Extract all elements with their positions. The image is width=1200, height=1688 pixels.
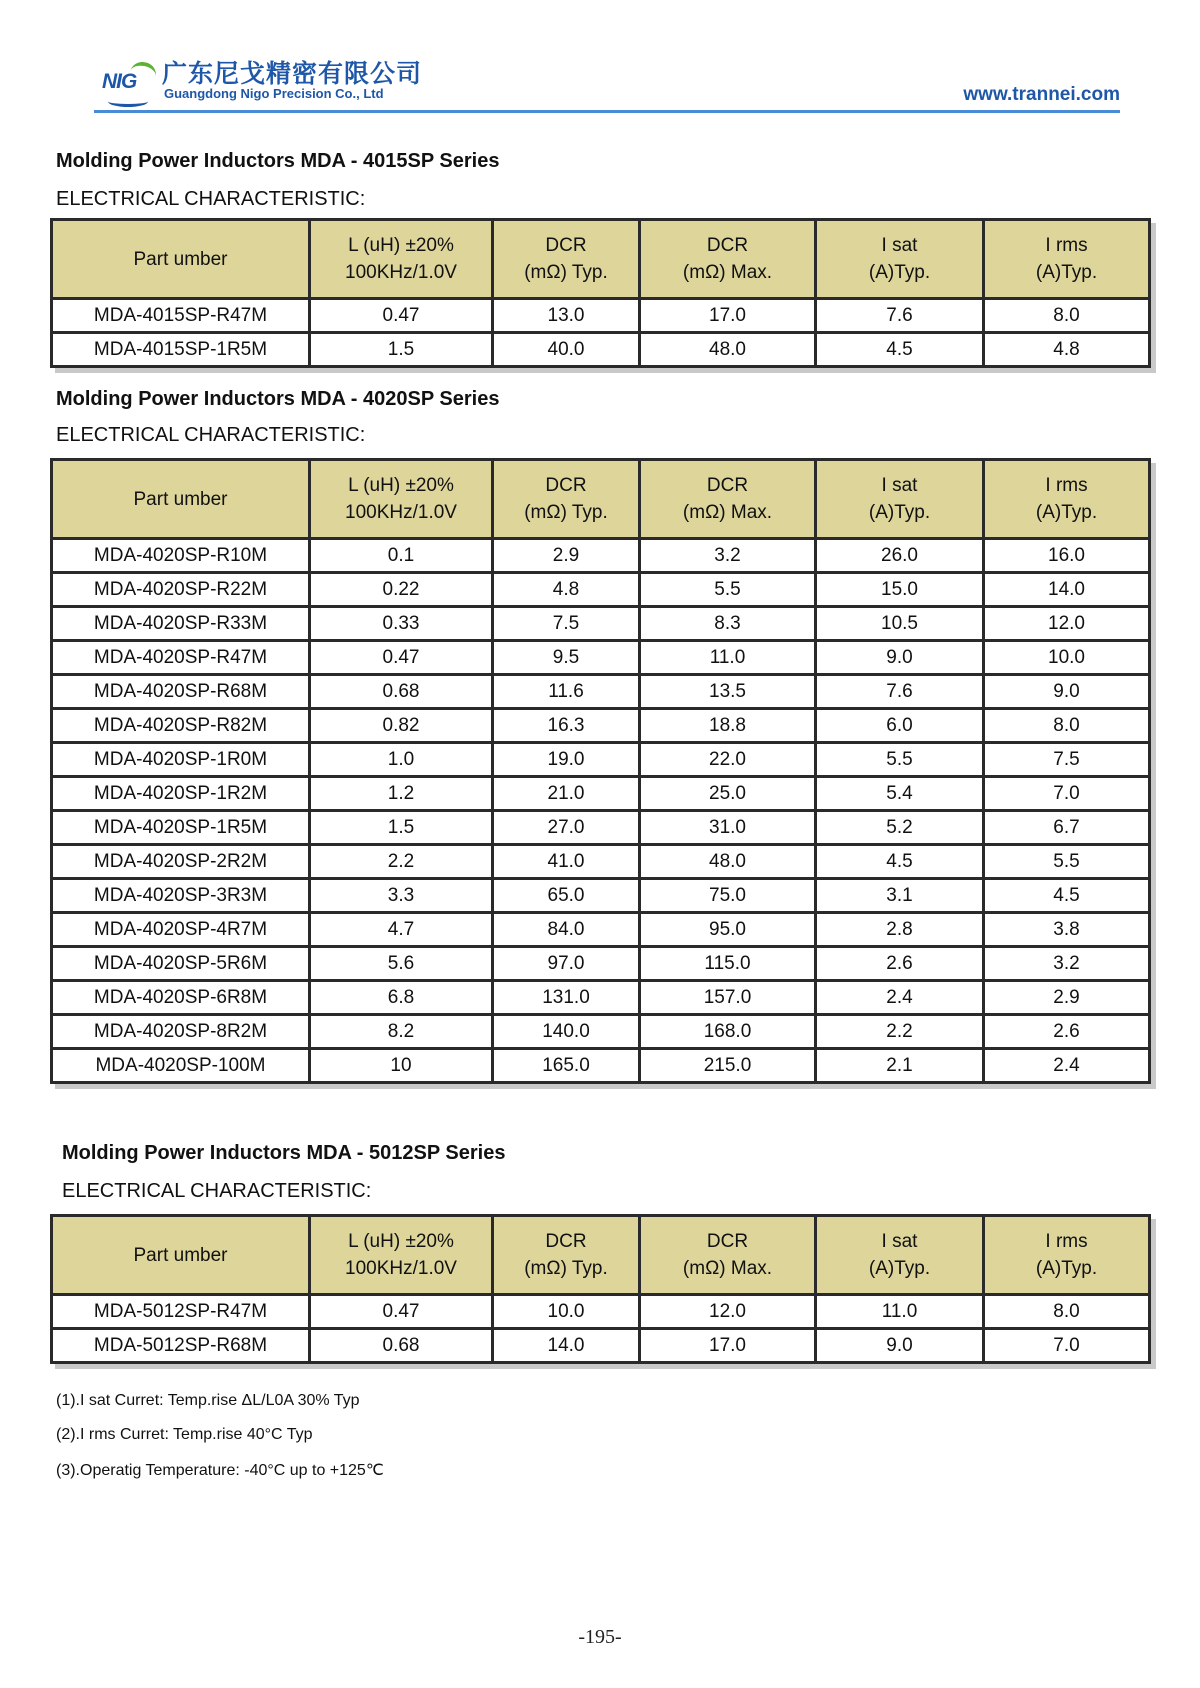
table-header-row [52, 460, 1150, 539]
value-cell: 0.47 [310, 299, 493, 333]
column-header: I sat (A)Typ. [816, 220, 984, 299]
value-cell: 75.0 [640, 879, 816, 913]
company-name-chinese: 广东尼戈精密有限公司 [162, 59, 423, 88]
company-logo [102, 62, 162, 106]
part-number-cell: MDA-4020SP-1R2M [52, 777, 310, 811]
value-cell: 7.5 [984, 743, 1150, 777]
spec-table-4020sp [50, 458, 1151, 1084]
part-number-cell: MDA-4020SP-R47M [52, 641, 310, 675]
value-cell: 2.4 [816, 981, 984, 1015]
column-header: DCR (mΩ) Typ. [493, 460, 640, 539]
column-header: L (uH) ±20% 100KHz/1.0V [310, 1216, 493, 1295]
value-cell: 17.0 [640, 299, 816, 333]
table-row [52, 879, 1150, 913]
value-cell: 10 [310, 1049, 493, 1083]
value-cell: 4.5 [816, 333, 984, 367]
footnote-temperature: (3).Operatig Temperature: -40°C up to +125℃ [56, 1462, 384, 1479]
value-cell: 9.5 [493, 641, 640, 675]
value-cell: 6.0 [816, 709, 984, 743]
website-url: www.trannei.com [963, 84, 1120, 105]
value-cell: 4.8 [493, 573, 640, 607]
column-header: L (uH) ±20% 100KHz/1.0V [310, 460, 493, 539]
part-number-cell: MDA-4020SP-2R2M [52, 845, 310, 879]
part-number-cell: MDA-4020SP-4R7M [52, 913, 310, 947]
value-cell: 2.2 [310, 845, 493, 879]
value-cell: 1.0 [310, 743, 493, 777]
value-cell: 6.8 [310, 981, 493, 1015]
column-header: DCR (mΩ) Max. [640, 460, 816, 539]
value-cell: 1.5 [310, 333, 493, 367]
value-cell: 15.0 [816, 573, 984, 607]
value-cell: 157.0 [640, 981, 816, 1015]
value-cell: 3.8 [984, 913, 1150, 947]
value-cell: 48.0 [640, 845, 816, 879]
value-cell: 31.0 [640, 811, 816, 845]
logo-text: NIG [102, 70, 137, 93]
value-cell: 97.0 [493, 947, 640, 981]
value-cell: 95.0 [640, 913, 816, 947]
section-title-4020sp: Molding Power Inductors MDA - 4020SP Series [56, 388, 500, 410]
value-cell: 21.0 [493, 777, 640, 811]
value-cell: 19.0 [493, 743, 640, 777]
part-number-cell: MDA-4020SP-R33M [52, 607, 310, 641]
part-number-cell: MDA-4020SP-5R6M [52, 947, 310, 981]
part-number-cell: MDA-4020SP-R82M [52, 709, 310, 743]
value-cell: 8.3 [640, 607, 816, 641]
part-number-cell: MDA-5012SP-R47M [52, 1295, 310, 1329]
section-title-5012sp: Molding Power Inductors MDA - 5012SP Series [62, 1142, 506, 1164]
value-cell: 7.5 [493, 607, 640, 641]
value-cell: 41.0 [493, 845, 640, 879]
part-number-cell: MDA-4020SP-6R8M [52, 981, 310, 1015]
value-cell: 0.68 [310, 1329, 493, 1363]
value-cell: 3.2 [984, 947, 1150, 981]
column-header: DCR (mΩ) Typ. [493, 220, 640, 299]
value-cell: 27.0 [493, 811, 640, 845]
value-cell: 9.0 [816, 1329, 984, 1363]
value-cell: 11.6 [493, 675, 640, 709]
column-header: L (uH) ±20% 100KHz/1.0V [310, 220, 493, 299]
value-cell: 48.0 [640, 333, 816, 367]
value-cell: 6.7 [984, 811, 1150, 845]
page-number: -195- [578, 1626, 622, 1648]
value-cell: 26.0 [816, 539, 984, 573]
value-cell: 5.2 [816, 811, 984, 845]
value-cell: 8.2 [310, 1015, 493, 1049]
table-row [52, 1015, 1150, 1049]
section-subtitle-4015sp: ELECTRICAL CHARACTERISTIC: [56, 188, 366, 210]
column-header: I rms (A)Typ. [984, 460, 1150, 539]
value-cell: 2.6 [816, 947, 984, 981]
footnotes [56, 1392, 384, 1494]
value-cell: 4.7 [310, 913, 493, 947]
column-header: I rms (A)Typ. [984, 220, 1150, 299]
column-header: DCR (mΩ) Max. [640, 220, 816, 299]
company-name-english: Guangdong Nigo Precision Co., Ltd [164, 86, 384, 101]
table-row [52, 1049, 1150, 1083]
value-cell: 2.6 [984, 1015, 1150, 1049]
value-cell: 2.9 [984, 981, 1150, 1015]
table-row [52, 675, 1150, 709]
value-cell: 13.5 [640, 675, 816, 709]
value-cell: 13.0 [493, 299, 640, 333]
section-subtitle-4020sp: ELECTRICAL CHARACTERISTIC: [56, 424, 366, 446]
value-cell: 40.0 [493, 333, 640, 367]
value-cell: 3.2 [640, 539, 816, 573]
table-row [52, 913, 1150, 947]
part-number-cell: MDA-4020SP-8R2M [52, 1015, 310, 1049]
table-row [52, 777, 1150, 811]
value-cell: 9.0 [816, 641, 984, 675]
spec-table-4015sp [50, 218, 1151, 368]
footnote-isat: (1).I sat Curret: Temp.rise ΔL/L0A 30% Typ [56, 1392, 360, 1409]
value-cell: 10.5 [816, 607, 984, 641]
value-cell: 0.33 [310, 607, 493, 641]
table-row [52, 709, 1150, 743]
part-number-cell: MDA-4020SP-1R5M [52, 811, 310, 845]
column-header: I sat (A)Typ. [816, 1216, 984, 1295]
part-number-cell: MDA-4015SP-1R5M [52, 333, 310, 367]
table-row [52, 333, 1150, 367]
value-cell: 3.3 [310, 879, 493, 913]
part-number-cell: MDA-4020SP-100M [52, 1049, 310, 1083]
table-row [52, 573, 1150, 607]
value-cell: 5.5 [640, 573, 816, 607]
value-cell: 7.6 [816, 299, 984, 333]
value-cell: 84.0 [493, 913, 640, 947]
table-row [52, 845, 1150, 879]
value-cell: 2.8 [816, 913, 984, 947]
value-cell: 0.82 [310, 709, 493, 743]
value-cell: 5.6 [310, 947, 493, 981]
value-cell: 16.0 [984, 539, 1150, 573]
footnote-irms: (2).I rms Curret: Temp.rise 40°C Typ [56, 1426, 313, 1443]
part-number-cell: MDA-5012SP-R68M [52, 1329, 310, 1363]
table-row [52, 539, 1150, 573]
column-header: Part umber [52, 460, 310, 539]
value-cell: 3.1 [816, 879, 984, 913]
page-header [94, 52, 1120, 114]
value-cell: 4.5 [984, 879, 1150, 913]
value-cell: 4.5 [816, 845, 984, 879]
spec-table-5012sp [50, 1214, 1151, 1364]
value-cell: 0.47 [310, 1295, 493, 1329]
value-cell: 165.0 [493, 1049, 640, 1083]
value-cell: 9.0 [984, 675, 1150, 709]
column-header: Part umber [52, 220, 310, 299]
table-row [52, 299, 1150, 333]
value-cell: 115.0 [640, 947, 816, 981]
value-cell: 7.0 [984, 1329, 1150, 1363]
value-cell: 10.0 [493, 1295, 640, 1329]
value-cell: 140.0 [493, 1015, 640, 1049]
value-cell: 168.0 [640, 1015, 816, 1049]
value-cell: 4.8 [984, 333, 1150, 367]
part-number-cell: MDA-4020SP-R10M [52, 539, 310, 573]
value-cell: 11.0 [640, 641, 816, 675]
part-number-cell: MDA-4020SP-3R3M [52, 879, 310, 913]
column-header: I sat (A)Typ. [816, 460, 984, 539]
value-cell: 5.5 [984, 845, 1150, 879]
table-header-row [52, 1216, 1150, 1295]
part-number-cell: MDA-4020SP-R22M [52, 573, 310, 607]
table-header-row [52, 220, 1150, 299]
section-subtitle-5012sp: ELECTRICAL CHARACTERISTIC: [62, 1180, 372, 1202]
part-number-cell: MDA-4015SP-R47M [52, 299, 310, 333]
table-row [52, 981, 1150, 1015]
value-cell: 18.8 [640, 709, 816, 743]
value-cell: 2.1 [816, 1049, 984, 1083]
value-cell: 22.0 [640, 743, 816, 777]
column-header: I rms (A)Typ. [984, 1216, 1150, 1295]
value-cell: 14.0 [493, 1329, 640, 1363]
value-cell: 5.5 [816, 743, 984, 777]
value-cell: 11.0 [816, 1295, 984, 1329]
value-cell: 7.6 [816, 675, 984, 709]
value-cell: 17.0 [640, 1329, 816, 1363]
value-cell: 2.9 [493, 539, 640, 573]
column-header: DCR (mΩ) Max. [640, 1216, 816, 1295]
value-cell: 0.1 [310, 539, 493, 573]
value-cell: 1.5 [310, 811, 493, 845]
value-cell: 0.68 [310, 675, 493, 709]
column-header: Part umber [52, 1216, 310, 1295]
value-cell: 8.0 [984, 709, 1150, 743]
value-cell: 0.47 [310, 641, 493, 675]
table-row [52, 743, 1150, 777]
table-row [52, 1329, 1150, 1363]
value-cell: 12.0 [984, 607, 1150, 641]
value-cell: 65.0 [493, 879, 640, 913]
part-number-cell: MDA-4020SP-R68M [52, 675, 310, 709]
value-cell: 7.0 [984, 777, 1150, 811]
value-cell: 1.2 [310, 777, 493, 811]
table-row [52, 947, 1150, 981]
value-cell: 14.0 [984, 573, 1150, 607]
header-divider [94, 110, 1120, 113]
value-cell: 131.0 [493, 981, 640, 1015]
value-cell: 16.3 [493, 709, 640, 743]
value-cell: 8.0 [984, 299, 1150, 333]
section-title-4015sp: Molding Power Inductors MDA - 4015SP Series [56, 150, 500, 172]
value-cell: 10.0 [984, 641, 1150, 675]
value-cell: 5.4 [816, 777, 984, 811]
table-row [52, 641, 1150, 675]
column-header: DCR (mΩ) Typ. [493, 1216, 640, 1295]
value-cell: 8.0 [984, 1295, 1150, 1329]
value-cell: 25.0 [640, 777, 816, 811]
value-cell: 2.4 [984, 1049, 1150, 1083]
table-row [52, 811, 1150, 845]
value-cell: 215.0 [640, 1049, 816, 1083]
part-number-cell: MDA-4020SP-1R0M [52, 743, 310, 777]
table-row [52, 607, 1150, 641]
value-cell: 0.22 [310, 573, 493, 607]
table-row [52, 1295, 1150, 1329]
value-cell: 2.2 [816, 1015, 984, 1049]
value-cell: 12.0 [640, 1295, 816, 1329]
